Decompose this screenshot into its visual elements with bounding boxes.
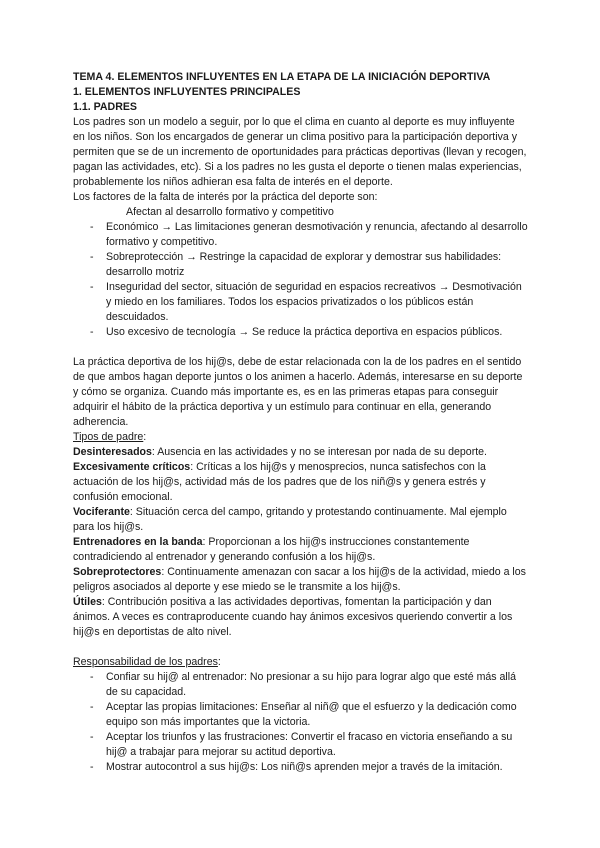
list-item: - Confiar su hij@ al entrenador: No presionar a su hijo para lograr algo que esté más allá de su capacidad. <box>73 670 528 700</box>
list-item: - Aceptar las propias limitaciones: Enseñar al niñ@ que el esfuerzo y la dedicación como equipo son más importantes que la victoria. <box>73 700 528 730</box>
list-item: - Sobreprotección → Restringe la capacidad de explorar y demostrar sus habilidades: desarrollo motriz <box>73 250 528 280</box>
section-heading: 1. ELEMENTOS INFLUYENTES PRINCIPALES <box>73 86 301 98</box>
type-entry: Sobreprotectores: Continuamente amenazan con sacar a los hij@s de la actividad, miedo a los peligros asociados al deporte y ese miedo se le transmite a los hij@s. <box>73 566 526 593</box>
responsibility-list <box>73 670 528 775</box>
practice-paragraph: La práctica deportiva de los hij@s, debe de estar relacionada con la de los padres en el sentido de que ambos hagan deporte juntos o los animen a hacerlo. Además, interesarse en su deporte y cómo se organiza. Cuando más importante es, es en las primeras etapas para conseguir adquirir el hábito de la práctica deportiva y un estímulo para continuar en ella, generando adherencia. <box>73 356 523 428</box>
type-term: Entrenadores en la banda <box>73 536 203 548</box>
type-entry: Entrenadores en la banda: Proporcionan a los hij@s instrucciones constantemente contradiciendo al entrenador y generando confusión a los hij@s. <box>73 536 470 563</box>
type-term: Excesivamente críticos <box>73 461 191 473</box>
list-item: - Aceptar los triunfos y las frustraciones: Convertir el fracaso en victoria enseñando a su hij@ a trabajar para mejorar su actitud deportiva. <box>73 730 528 760</box>
type-term: Útiles <box>73 596 102 608</box>
document-title: TEMA 4. ELEMENTOS INFLUYENTES EN LA ETAPA DE LA INICIACIÓN DEPORTIVA <box>73 71 491 83</box>
type-term: Desinteresados <box>73 446 152 458</box>
type-entry: Vociferante: Situación cerca del campo, gritando y protestando continuamente. Mal ejemplo para los hij@s. <box>73 506 507 533</box>
intro-paragraph: Los padres son un modelo a seguir, por lo que el clima en cuanto al deporte es muy influyente en los niños. Son los encargados de generar un clima positivo para la participación deportiva y permiten que se de un incremento de oportunidades para prácticas deportivas (llevan y recogen, pagan las actividades, etc). Si a los padres no les gusta el deporte o tienen malas experiencias, probablemente los niños adhieran esa falta de interés en el deporte. <box>73 116 527 188</box>
type-entry: Útiles: Contribución positiva a las actividades deportivas, fomentan la participación y dan ánimos. A veces es contraproducente cuando hay ánimos excesivos queriendo convertir a los hij@s en deportistas de alto nivel. <box>73 596 513 638</box>
type-entry: Excesivamente críticos: Críticas a los hij@s y menosprecios, nunca satisfechos con la actuación de los hij@s, actividad más de los padres que de los niñ@s y genera estrés y confusión emocional. <box>73 461 486 503</box>
type-term: Vociferante <box>73 506 130 518</box>
type-entry: Desinteresados: Ausencia en las actividades y no se interesan por nada de su deporte. <box>73 446 488 458</box>
factors-intro: Los factores de la falta de interés por la práctica del deporte son: <box>73 191 378 203</box>
factors-subline: Afectan al desarrollo formativo y competitivo <box>126 206 334 218</box>
factors-list <box>73 220 528 340</box>
list-item: - Uso excesivo de tecnología → Se reduce la práctica deportiva en espacios públicos. <box>73 325 528 340</box>
types-heading: Tipos de padre: <box>73 431 147 443</box>
document-body <box>73 70 528 775</box>
subsection-heading: 1.1. PADRES <box>73 101 137 113</box>
list-item: - Mostrar autocontrol a sus hij@s: Los niñ@s aprenden mejor a través de la imitación. <box>73 760 528 775</box>
list-item: - Inseguridad del sector, situación de seguridad en espacios recreativos → Desmotivación y miedo en los familiares. Todos los espacios privatizados o los públicos están descuidados. <box>73 280 528 325</box>
responsibility-heading: Responsabilidad de los padres: <box>73 656 221 668</box>
list-item: - Económico → Las limitaciones generan desmotivación y renuncia, afectando al desarrollo formativo y competitivo. <box>73 220 528 250</box>
type-term: Sobreprotectores <box>73 566 162 578</box>
